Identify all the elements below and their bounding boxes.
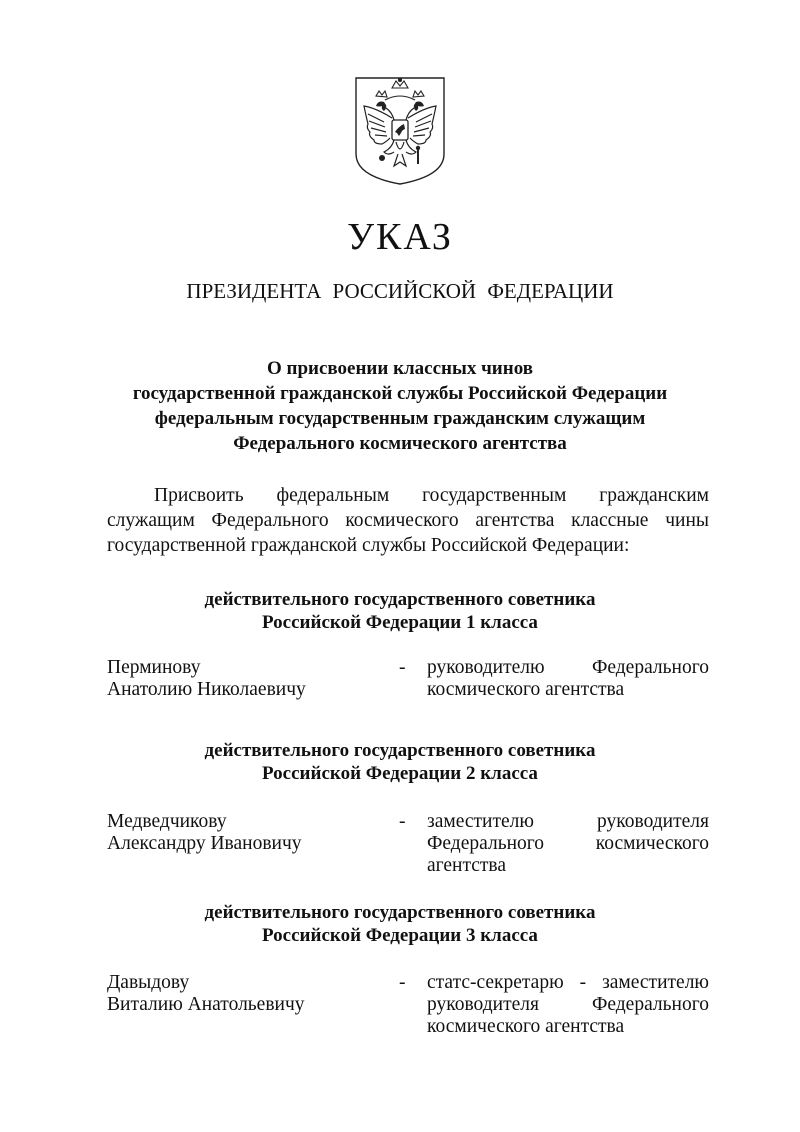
rank-heading-line: действительного государственного советника xyxy=(204,740,596,761)
decree-body-paragraph: Присвоить федеральным государственным гражданским служащим Федерального космического агентства классные чины государственной гражданской службы Российской Федерации: xyxy=(107,485,709,556)
appointee-name xyxy=(107,972,387,1016)
appointee-name xyxy=(107,657,387,701)
appointee-surname: Давыдову xyxy=(107,972,190,993)
rank-heading xyxy=(100,739,700,785)
appointee-given-names: Анатолию Николаевичу xyxy=(107,679,306,700)
decree-issuer: ПРЕЗИДЕНТА РОССИЙСКОЙ ФЕДЕРАЦИИ xyxy=(186,279,614,303)
appointee-surname: Медведчикову xyxy=(107,811,227,832)
entry-dash: - xyxy=(399,657,406,678)
entry-dash: - xyxy=(399,972,406,993)
rank-heading-line: Российской Федерации 1 класса xyxy=(262,612,538,633)
rank-heading-line: Российской Федерации 3 класса xyxy=(262,925,538,946)
decree-subject xyxy=(100,356,700,456)
russian-coat-of-arms-icon xyxy=(354,76,446,186)
rank-heading xyxy=(100,588,700,634)
rank-heading-line: Российской Федерации 2 класса xyxy=(262,763,538,784)
subject-line: О присвоении классных чинов xyxy=(267,358,533,379)
rank-heading-line: действительного государственного советника xyxy=(204,902,596,923)
decree-title: УКАЗ xyxy=(347,216,453,258)
appointee-position: руководителю Федерального космического агентства xyxy=(427,657,709,700)
appointee-position: заместителю руководителя Федерального космического агентства xyxy=(427,811,709,876)
entry-dash: - xyxy=(399,811,406,832)
subject-line: федеральным государственным гражданским служащим xyxy=(154,408,646,429)
subject-line: государственной гражданской службы Российской Федерации xyxy=(132,383,668,404)
appointee-name xyxy=(107,811,387,855)
appointee-position: статс-секретарю - заместителю руководителя Федерального космического агентства xyxy=(427,972,709,1037)
appointee-given-names: Виталию Анатольевичу xyxy=(107,994,305,1015)
appointee-surname: Перминову xyxy=(107,657,201,678)
appointee-given-names: Александру Ивановичу xyxy=(107,833,302,854)
rank-heading xyxy=(100,901,700,947)
subject-line: Федерального космического агентства xyxy=(233,433,567,454)
rank-heading-line: действительного государственного советника xyxy=(204,589,596,610)
